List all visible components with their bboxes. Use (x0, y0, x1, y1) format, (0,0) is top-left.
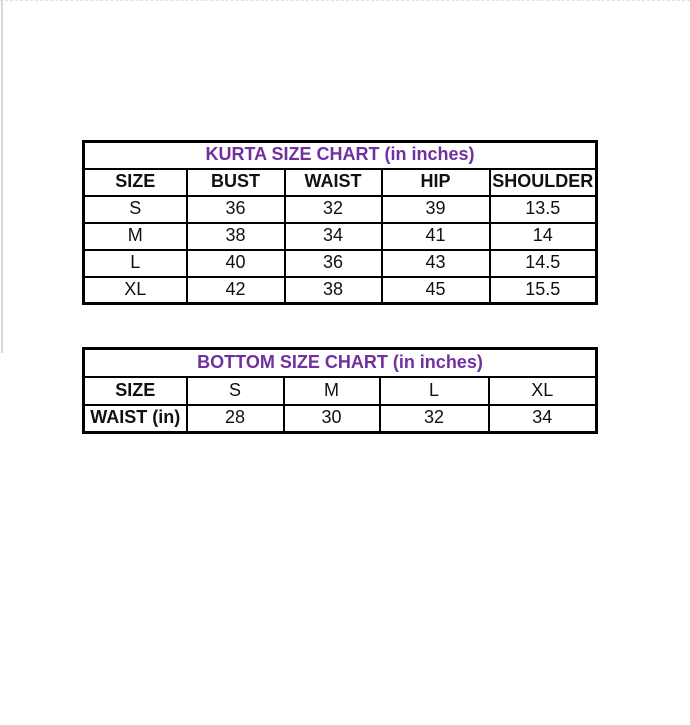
top-edge-artifact-line (0, 0, 690, 1)
kurta-col-header-bust: BUST (187, 169, 285, 196)
size-label: M (84, 223, 187, 250)
hip-value: 41 (382, 223, 490, 250)
waist-value: 38 (285, 277, 382, 304)
left-edge-artifact-line (1, 0, 3, 353)
hip-value: 43 (382, 250, 490, 277)
hip-value: 39 (382, 196, 490, 223)
kurta-header-row (84, 169, 597, 196)
bottom-col-header-m: M (284, 377, 380, 405)
shoulder-value: 15.5 (490, 277, 597, 304)
bust-value: 36 (187, 196, 285, 223)
size-label: S (84, 196, 187, 223)
bottom-col-header-s: S (187, 377, 284, 405)
waist-value: 34 (285, 223, 382, 250)
kurta-row-s (84, 196, 597, 223)
shoulder-value: 14.5 (490, 250, 597, 277)
bottom-header-row (84, 377, 597, 405)
bottom-col-header-size: SIZE (84, 377, 187, 405)
bottom-col-header-xl: XL (489, 377, 597, 405)
bust-value: 42 (187, 277, 285, 304)
size-label: L (84, 250, 187, 277)
kurta-size-chart-table (82, 140, 598, 305)
waist-value-m: 30 (284, 405, 380, 433)
kurta-row-xl (84, 277, 597, 304)
kurta-col-header-size: SIZE (84, 169, 187, 196)
kurta-row-m (84, 223, 597, 250)
hip-value: 45 (382, 277, 490, 304)
bottom-title-row (84, 349, 597, 377)
waist-value-s: 28 (187, 405, 284, 433)
waist-value: 32 (285, 196, 382, 223)
bust-value: 38 (187, 223, 285, 250)
waist-row-label: WAIST (in) (84, 405, 187, 433)
kurta-col-header-shoulder: SHOULDER (490, 169, 597, 196)
kurta-chart-title: KURTA SIZE CHART (in inches) (84, 142, 597, 169)
size-label: XL (84, 277, 187, 304)
kurta-title-row (84, 142, 597, 169)
bottom-row-waist (84, 405, 597, 433)
waist-value-xl: 34 (489, 405, 597, 433)
kurta-col-header-waist: WAIST (285, 169, 382, 196)
shoulder-value: 14 (490, 223, 597, 250)
shoulder-value: 13.5 (490, 196, 597, 223)
bottom-chart-title: BOTTOM SIZE CHART (in inches) (84, 349, 597, 377)
kurta-row-l (84, 250, 597, 277)
bottom-col-header-l: L (380, 377, 489, 405)
waist-value-l: 32 (380, 405, 489, 433)
waist-value: 36 (285, 250, 382, 277)
kurta-col-header-hip: HIP (382, 169, 490, 196)
bottom-size-chart-table (82, 347, 598, 434)
bust-value: 40 (187, 250, 285, 277)
